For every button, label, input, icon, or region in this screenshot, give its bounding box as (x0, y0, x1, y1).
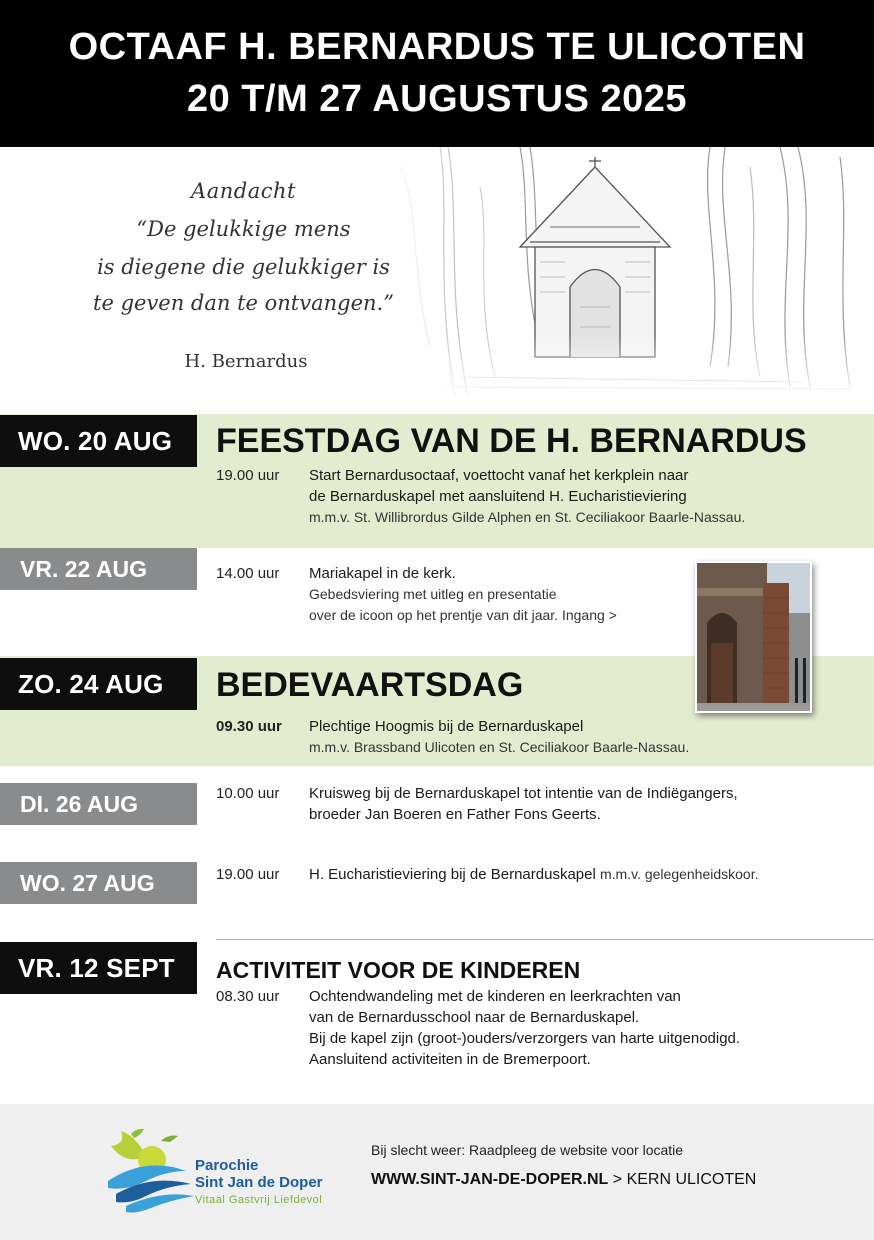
event-date: VR. 22 AUG (0, 548, 197, 590)
website-line (371, 1171, 756, 1189)
event-date: ZO. 24 AUG (0, 658, 197, 710)
event-note: m.m.v. Brassband Ulicoten en St. Ceciliakoor Baarle-Nassau. (309, 739, 690, 755)
section-divider (216, 939, 874, 940)
event-line: Ochtendwandeling met de kinderen en leerkrachten van (309, 988, 681, 1005)
event-time: 09.30 uur (216, 718, 282, 735)
event-time: 19.00 uur (216, 866, 280, 883)
event-note: m.m.v. St. Willibrordus Gilde Alphen en St. Ceciliakoor Baarle-Nassau. (309, 509, 746, 525)
mariakapel-photo (695, 561, 812, 713)
website-link[interactable]: WWW.SINT-JAN-DE-DOPER.NL (371, 1171, 609, 1188)
title-line-2: 20 T/M 27 AUGUSTUS 2025 (186, 78, 688, 120)
event-line: van de Bernardusschool naar de Bernarduskapel. (309, 1009, 640, 1026)
event-time: 19.00 uur (216, 467, 280, 484)
event-note: Gebedsviering met uitleg en presentatie (309, 586, 557, 602)
quote-author: H. Bernardus (184, 351, 308, 372)
event-line: Plechtige Hoogmis bij de Bernarduskapel (309, 718, 584, 735)
event-description (309, 563, 617, 626)
event-time: 10.00 uur (216, 785, 280, 802)
event-time: 08.30 uur (216, 988, 280, 1005)
event-time: 14.00 uur (216, 565, 280, 582)
event-line: broeder Jan Boeren en Father Fons Geerts. (309, 806, 601, 823)
title-banner (0, 0, 874, 147)
event-description (309, 864, 759, 885)
quote-line: te geven dan te ontvangen.” (93, 291, 394, 315)
building-photo-image (697, 563, 812, 713)
event-description (309, 986, 740, 1070)
logo-text-name: Sint Jan de Doper (195, 1174, 323, 1191)
event-description (309, 465, 745, 528)
quote-line: is diegene die gelukkiger is (97, 255, 390, 279)
event-line: Bij de kapel zijn (groot-)ouders/verzorgers van harte uitgenodigd. (309, 1030, 741, 1047)
event-heading: FEESTDAG VAN DE H. BERNARDUS (216, 422, 807, 460)
event-note: over de icoon op het prentje van dit jaar. Ingang > (309, 607, 617, 623)
footer (0, 1104, 874, 1240)
logo-tagline: Vitaal Gastvrij Liefdevol (195, 1194, 323, 1206)
event-date: WO. 27 AUG (0, 862, 197, 904)
event-line: H. Eucharistieviering bij de Bernarduskapel (309, 866, 596, 883)
event-line: Start Bernardusoctaaf, voettocht vanaf het kerkplein naar (309, 467, 689, 484)
weather-note: Bij slecht weer: Raadpleeg de website voor locatie (371, 1142, 684, 1158)
event-line: Aansluitend activiteiten in de Bremerpoort. (309, 1051, 591, 1068)
website-suffix: > KERN ULICOTEN (608, 1171, 757, 1188)
logo-text-parochie: Parochie (195, 1157, 259, 1174)
event-date: DI. 26 AUG (0, 783, 197, 825)
quote-title: Aandacht (191, 179, 296, 203)
quote-section (0, 147, 874, 397)
event-date: WO. 20 AUG (0, 415, 197, 467)
event-description (309, 783, 738, 825)
event-description (309, 716, 689, 758)
quote-line: “De gelukkige mens (136, 217, 351, 241)
event-line: Kruisweg bij de Bernarduskapel tot intentie van de Indiëgangers, (309, 785, 738, 802)
event-line: Mariakapel in de kerk. (309, 565, 456, 582)
event-heading: ACTIVITEIT VOOR DE KINDEREN (216, 957, 581, 983)
event-note: m.m.v. gelegenheidskoor. (600, 866, 759, 882)
event-heading: BEDEVAARTSDAG (216, 666, 524, 704)
title-line-1: OCTAAF H. BERNARDUS TE ULICOTEN (68, 26, 806, 68)
event-date: VR. 12 SEPT (0, 942, 197, 994)
event-line: de Bernarduskapel met aansluitend H. Eucharistieviering (309, 488, 687, 505)
quote-block (0, 147, 480, 397)
